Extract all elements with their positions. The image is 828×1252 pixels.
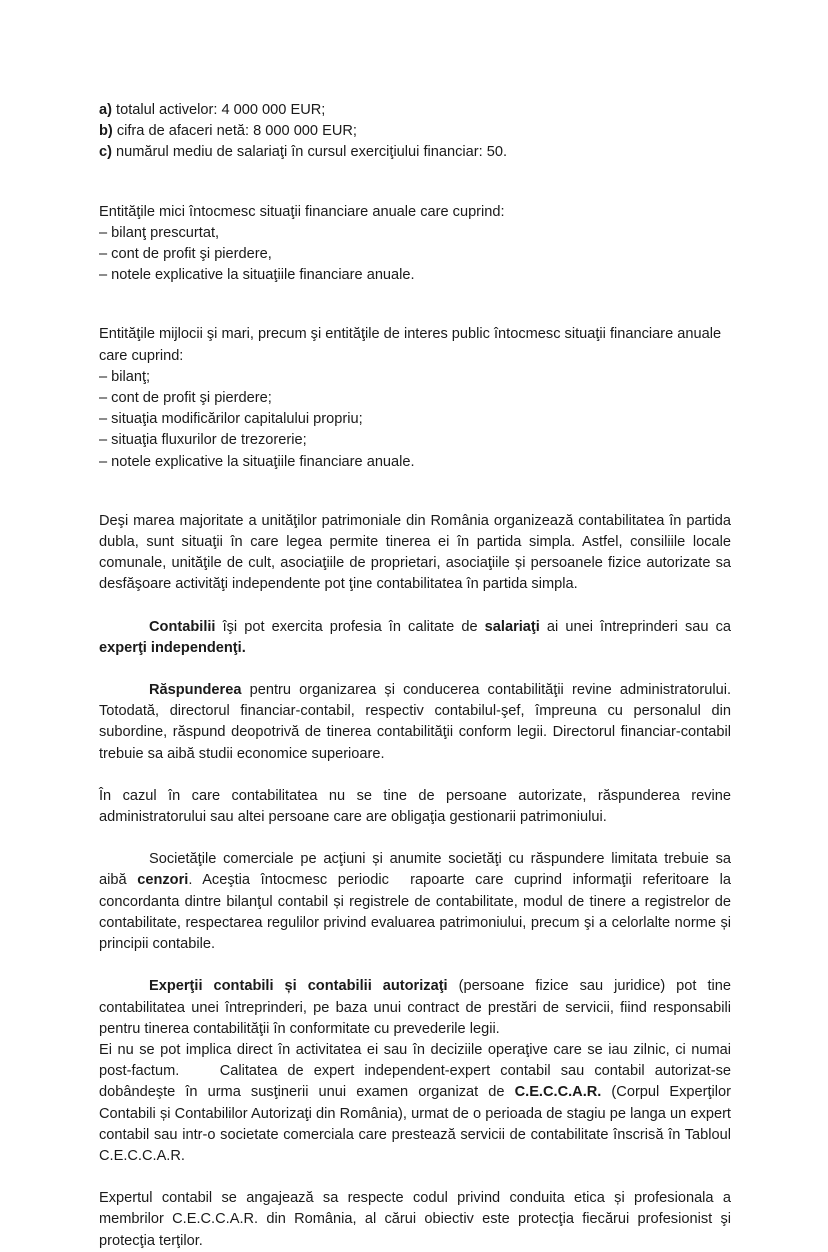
small-entities-section xyxy=(99,202,731,287)
spacer xyxy=(99,828,731,849)
paragraph-expertii xyxy=(99,976,731,1040)
criteria-item xyxy=(99,100,731,121)
paragraph-societatile xyxy=(99,849,736,955)
medium-large-entities-intro: Entităţile mijlocii şi mari, precum şi entităţile de interes public întocmesc situaţii financiare anuale care cuprind: xyxy=(99,326,722,364)
paragraph-contabilii xyxy=(99,617,731,659)
criteria-marker: a) xyxy=(99,102,112,118)
small-entities-intro: Entităţile mici întocmesc situaţii financiare anuale care cuprind: xyxy=(99,203,505,220)
contabilii-mid: îşi pot exercita profesia în calitate de xyxy=(215,618,485,635)
paragraph-partida-simpla: Deşi marea majoritate a unităţilor patrimoniale din România organizează contabilitatea în partida dubla, sunt situaţii în care legea permite tinerea ei în partida simpla. Astfel, consiliile locale comunale, unităţile de cult, asociaţiile de proprietari, asociaţiile și persoanele fizice autorizate sa desfăşoare activităţi independente pot ţine contabilitatea în partida simpla. xyxy=(99,512,731,593)
expertii-text: (persoane fizice sau juridice) pot tine contabilitatea unei întreprinderi, pe baza unui contract de prestări de servicii, fiind responsabili pentru tinerea contabilităţii în conformitate cu prevederile legii. xyxy=(99,978,731,1037)
small-entities-item: – bilanţ prescurtat, xyxy=(99,224,220,241)
criteria-text: cifra de afaceri netă: 8 000 000 EUR; xyxy=(112,123,357,140)
medium-large-entities-section xyxy=(99,324,731,472)
term-contabilii: Contabilii xyxy=(149,618,216,635)
paragraph-raspunderea xyxy=(99,680,731,765)
term-ceccar: C.E.C.C.A.R. xyxy=(514,1084,602,1101)
criteria-item xyxy=(99,142,731,163)
small-entities-item: – notele explicative la situaţiile financiare anuale. xyxy=(99,267,415,284)
criteria-text: totalul activelor: 4 000 000 EUR; xyxy=(111,102,326,118)
spacer xyxy=(99,473,731,511)
criteria-marker: c) xyxy=(99,144,112,161)
societatile-lead: Societăţile comerciale pe acţiuni și anumite societăţi cu răspundere limitata trebuie sa aibă xyxy=(99,851,731,889)
medium-large-entities-item: – cont de profit şi pierdere; xyxy=(99,390,272,407)
document-body xyxy=(99,100,736,1252)
spacer xyxy=(99,286,731,324)
medium-large-entities-item: – situaţia modificărilor capitalului propriu; xyxy=(99,411,363,428)
term-raspunderea: Răspunderea xyxy=(149,682,242,699)
criteria-item xyxy=(99,121,731,142)
medium-large-entities-item: – notele explicative la situaţiile financiare anuale. xyxy=(99,453,415,470)
criteria-marker: b) xyxy=(99,123,113,140)
term-cenzori: cenzori xyxy=(137,872,189,889)
ei-nu-part1: Ei nu se pot implica direct în activitatea ei sau în deciziile operaţive care se iau zilnic, ci numai post-factum. Calitatea de expert independent-expert contabil sau contabil autorizat-se dobândeşte în urma susţinerii unui examen organizat de xyxy=(99,1041,736,1101)
contabilii-tail: ai unei întreprinderi sau ca xyxy=(539,618,732,635)
ei-nu-part2: (Corpul Experţilor Contabili și Contabililor Autorizaţi din România), urmat de o perioada de stagiu pe langa un expert contabil sau intr-o societate comerciala care prestează servicii de contabilitate înscrisă în Tabloul C.E.C.C.A.R. xyxy=(99,1084,736,1164)
spacer xyxy=(99,1167,731,1188)
spacer xyxy=(99,164,731,202)
medium-large-entities-item: – situaţia fluxurilor de trezorerie; xyxy=(99,432,307,449)
criteria-list xyxy=(99,100,731,164)
spacer xyxy=(99,955,731,976)
small-entities-item: – cont de profit şi pierdere, xyxy=(99,246,272,263)
term-salariati: salariaţi xyxy=(484,618,540,635)
spacer xyxy=(99,596,731,617)
paragraph-in-cazul: În cazul în care contabilitatea nu se tine de persoane autorizate, răspunderea revine administratorului sau altei persoane care are obligaţia gestionarii patrimoniului. xyxy=(99,787,731,826)
paragraph-expertul-contabil: Expertul contabil se angajează sa respecte codul privind conduita etica și profesionala a membrilor C.E.C.C.A.R. din România, al cărui obiectiv este protecţia fiecărui profesionist şi protecţia terţilor. xyxy=(99,1190,731,1249)
spacer xyxy=(99,765,731,786)
spacer xyxy=(99,659,731,680)
criteria-text: numărul mediu de salariaţi în cursul exerciţiului financiar: 50. xyxy=(111,144,508,161)
raspunderea-text: pentru organizarea și conducerea contabilităţii revine administratorului. Totodată, directorul financiar-contabil, respectiv contabilul-şef, împreuna cu personalul din subordine, răspund deopotrivă de tinerea contabilităţii conform legii. Directorul financiar-contabil trebuie sa aibă studii economice superioare. xyxy=(99,682,731,762)
paragraph-ei-nu-se-pot xyxy=(99,1040,736,1167)
societatile-rest: . Aceştia întocmesc periodic rapoarte care cuprind informaţii referitoare la concordanta dintre bilanţul contabil și registrele de contabilitate, modul de tinere a registrelor de contabilitate, respectarea regulilor privind evaluarea patrimoniului, precum şi a celorlalte norme și principii contabile. xyxy=(99,872,736,953)
term-experti-contabili: Experţii contabili și contabilii autorizaţi xyxy=(149,978,448,995)
medium-large-entities-item: – bilanţ; xyxy=(99,368,151,385)
term-experti-independenti: experţi independenţi. xyxy=(99,639,246,656)
